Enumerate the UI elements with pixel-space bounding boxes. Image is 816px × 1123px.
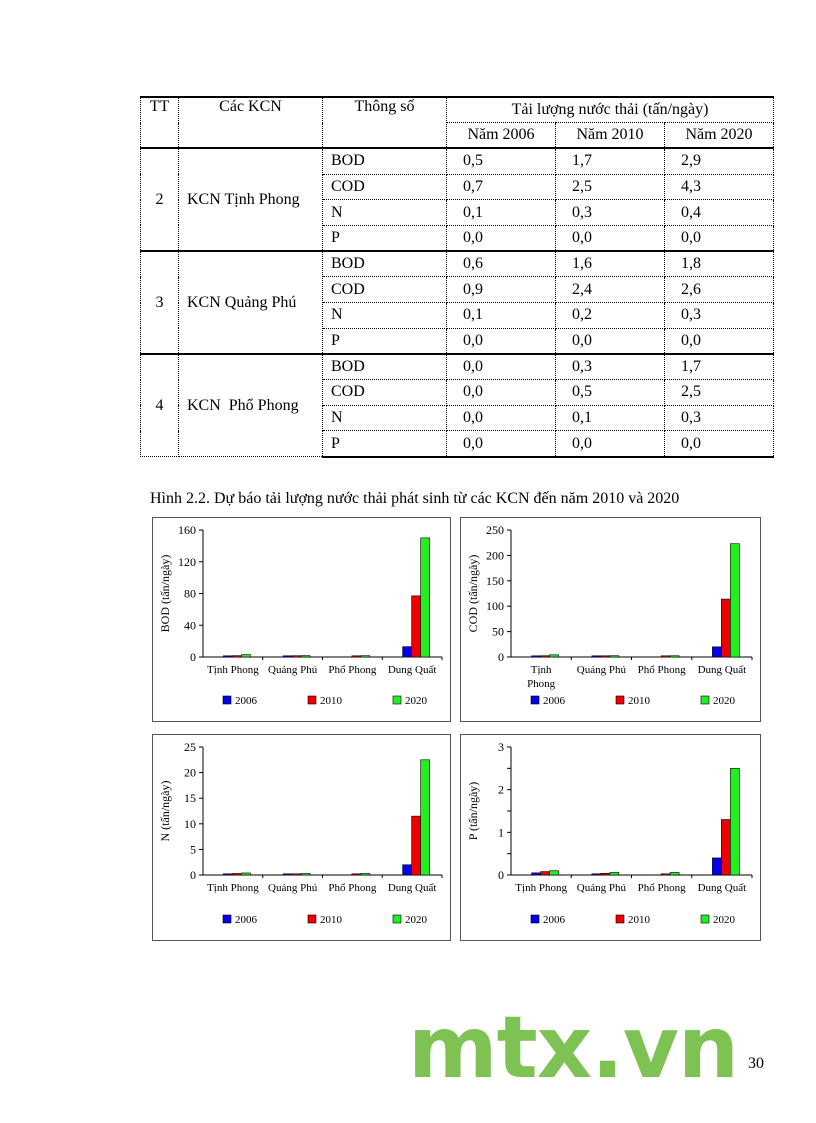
y-tick-label: 0 [498,868,504,882]
y-axis-label: N (tấn/ngày) [158,780,172,842]
table-row [141,251,774,277]
group-kcn-name: KCN Tịnh Phong [179,148,323,251]
y-tick-label: 200 [486,548,504,563]
bar-2006 [283,874,292,875]
x-tick-label: Tịnh Phong [207,882,259,894]
x-tick-label: Dung Quất [697,664,747,676]
param-cell: N [323,303,447,329]
value-cell: 0,6 [447,251,556,277]
y-tick-label: 25 [184,740,196,754]
bar-2010 [721,599,730,657]
bar-2010 [232,656,241,657]
x-tick-label: Tịnh Phong [515,882,567,894]
y-axis-label: P (tấn/ngày) [466,781,480,841]
legend-label: 2010 [628,914,650,926]
legend-swatch [701,696,709,704]
bar-2020 [670,872,679,875]
bar-2020 [421,538,430,657]
legend-swatch [393,915,401,923]
x-tick-label: Dung Quất [697,882,747,894]
bar-2006 [403,865,412,875]
y-tick-label: 250 [486,523,504,537]
bar-2020 [301,873,310,875]
value-cell: 2,4 [556,277,665,303]
x-tick-label: Dung Quất [387,882,437,894]
header-year: Năm 2020 [665,123,774,149]
legend-swatch [308,915,316,923]
bar-2020 [610,656,619,657]
bar-2020 [301,656,310,657]
value-cell: 1,7 [556,148,665,174]
header-load: Tải lượng nước thải (tấn/ngày) [447,97,774,123]
bar-2010 [352,656,361,657]
y-tick-label: 120 [178,554,196,569]
param-cell: BOD [323,251,447,277]
param-cell: COD [323,380,447,406]
bar-2020 [550,871,559,875]
y-tick-label: 100 [486,599,504,614]
bar-2020 [730,544,739,657]
bar-2010 [292,874,301,875]
value-cell: 0,5 [447,148,556,174]
legend-swatch [393,696,401,704]
cod-chart [460,517,761,722]
y-tick-label: 10 [184,816,196,831]
legend-label: 2010 [320,695,342,707]
x-tick-label: Phong [527,678,556,690]
header-year: Năm 2010 [556,123,665,149]
header-kcn: Các KCN [179,97,323,148]
value-cell: 0,0 [665,431,774,457]
legend-label: 2020 [713,914,735,926]
value-cell: 0,0 [665,225,774,251]
bar-2020 [610,872,619,875]
watermark-logo: mtx.vn [408,998,739,1098]
legend-label: 2020 [713,695,735,707]
param-cell: BOD [323,354,447,380]
bar-2010 [661,874,670,875]
bar-2020 [730,768,739,875]
value-cell: 0,0 [447,354,556,380]
value-cell: 1,6 [556,251,665,277]
y-tick-label: 1 [498,825,504,840]
p-chart-svg [461,735,760,940]
value-cell: 2,9 [665,148,774,174]
legend-swatch [308,696,316,704]
value-cell: 4,3 [665,174,774,200]
value-cell: 0,5 [556,380,665,406]
legend-swatch [223,696,231,704]
value-cell: 0,0 [447,405,556,431]
y-tick-label: 2 [498,782,504,797]
table-row [141,354,774,380]
n-chart-svg [153,735,450,940]
bar-2010 [601,873,610,875]
y-tick-label: 160 [178,523,196,537]
legend-swatch [701,915,709,923]
legend-label: 2010 [628,695,650,707]
y-tick-label: 0 [498,650,504,664]
value-cell: 0,9 [447,277,556,303]
y-tick-label: 0 [190,868,196,882]
y-axis-label: COD (tấn/ngày) [466,554,480,633]
legend-label: 2020 [405,695,427,707]
bar-2006 [712,858,721,875]
value-cell: 0,4 [665,200,774,226]
group-tt: 3 [141,251,179,354]
bar-2006 [223,656,232,657]
value-cell: 0,3 [556,354,665,380]
value-cell: 0,0 [447,328,556,354]
bar-2020 [241,873,250,875]
y-tick-label: 50 [492,624,504,639]
legend-label: 2006 [543,695,565,707]
bod-chart [152,517,451,722]
n-chart [152,734,451,941]
header-tt: TT [141,97,179,148]
y-tick-label: 15 [184,791,196,806]
x-tick-label: Dung Quất [387,664,437,676]
bar-2006 [712,647,721,657]
x-tick-label: Quảng Phú [576,664,626,676]
value-cell: 0,0 [447,225,556,251]
param-cell: COD [323,277,447,303]
x-tick-label: Phổ Phong [328,882,377,894]
param-cell: P [323,328,447,354]
value-cell: 0,0 [447,380,556,406]
param-cell: N [323,200,447,226]
y-axis-label: BOD (tấn/ngày) [158,554,172,633]
legend-swatch [616,915,624,923]
value-cell: 0,1 [556,405,665,431]
y-tick-label: 20 [184,765,196,780]
cod-chart-svg [461,518,760,721]
legend-label: 2006 [235,914,257,926]
value-cell: 2,5 [556,174,665,200]
group-tt: 2 [141,148,179,251]
y-tick-label: 40 [184,618,196,633]
bar-2020 [670,656,679,657]
bar-2010 [412,816,421,875]
legend-label: 2006 [235,695,257,707]
page-number: 30 [748,1055,764,1072]
param-cell: P [323,431,447,457]
waste-load-table [140,96,774,458]
x-tick-label: Phổ Phong [328,664,377,676]
x-tick-label: Phổ Phong [637,882,686,894]
x-tick-label: Quảng Phú [576,882,626,894]
bar-2020 [421,760,430,875]
value-cell: 0,0 [556,225,665,251]
bar-2010 [721,820,730,875]
bar-2010 [292,656,301,657]
value-cell: 0,7 [447,174,556,200]
value-cell: 0,0 [556,328,665,354]
bar-2020 [241,655,250,657]
group-tt: 4 [141,354,179,457]
x-tick-label: Quảng Phú [268,882,318,894]
bar-2006 [223,874,232,875]
value-cell: 2,6 [665,277,774,303]
legend-swatch [223,915,231,923]
legend-swatch [531,696,539,704]
y-tick-label: 5 [190,842,196,857]
bar-2010 [412,596,421,657]
legend-label: 2006 [543,914,565,926]
table-row [141,148,774,174]
group-kcn-name: KCN Quảng Phú [179,251,323,354]
value-cell: 2,5 [665,380,774,406]
legend-swatch [616,696,624,704]
x-tick-label: Tịnh [530,664,552,676]
param-cell: P [323,225,447,251]
bar-2006 [403,647,412,657]
bar-2006 [532,656,541,657]
bar-2020 [361,873,370,875]
value-cell: 0,0 [556,431,665,457]
value-cell: 0,3 [665,303,774,329]
bar-2006 [592,656,601,657]
legend-label: 2020 [405,914,427,926]
figure-caption: Hình 2.2. Dự báo tải lượng nước thải phát sinh từ các KCN đến năm 2010 và 2020 [150,490,680,507]
param-cell: COD [323,174,447,200]
header-year: Năm 2006 [447,123,556,149]
x-tick-label: Quảng Phú [268,664,318,676]
group-kcn-name: KCN Phổ Phong [179,354,323,457]
bar-2020 [550,655,559,657]
x-tick-label: Tịnh Phong [207,664,259,676]
value-cell: 0,3 [556,200,665,226]
param-cell: N [323,405,447,431]
param-cell: BOD [323,148,447,174]
value-cell: 0,0 [447,431,556,457]
value-cell: 0,0 [665,328,774,354]
bar-2010 [541,656,550,657]
bar-2006 [532,873,541,875]
value-cell: 0,2 [556,303,665,329]
bar-2010 [352,874,361,875]
bar-2010 [661,656,670,657]
value-cell: 0,3 [665,405,774,431]
y-tick-label: 80 [184,586,196,601]
x-tick-label: Phổ Phong [637,664,686,676]
value-cell: 1,8 [665,251,774,277]
y-tick-label: 3 [498,740,504,754]
bar-2020 [361,656,370,657]
legend-swatch [531,915,539,923]
value-cell: 1,7 [665,354,774,380]
legend-label: 2010 [320,914,342,926]
value-cell: 0,1 [447,303,556,329]
bar-2010 [541,872,550,875]
value-cell: 0,1 [447,200,556,226]
bar-2010 [232,873,241,875]
header-param: Thông số [323,97,447,148]
p-chart [460,734,761,941]
bar-2006 [592,874,601,875]
y-tick-label: 0 [190,650,196,664]
bar-2006 [283,656,292,657]
y-tick-label: 150 [486,573,504,588]
bod-chart-svg [153,518,450,721]
bar-2010 [601,656,610,657]
